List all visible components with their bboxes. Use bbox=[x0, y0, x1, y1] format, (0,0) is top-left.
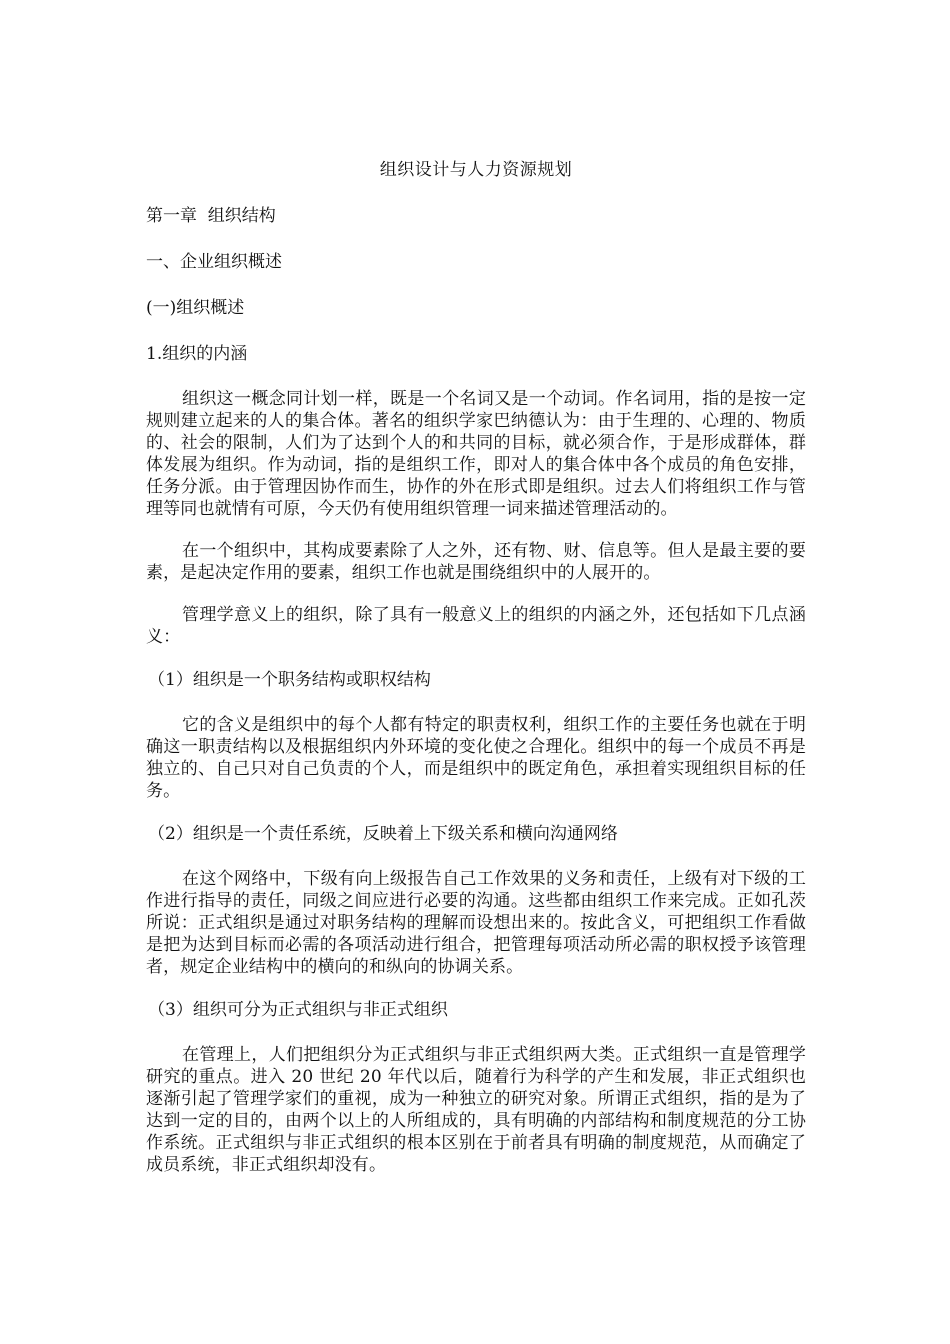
paragraph: 组织这一概念同计划一样，既是一个名词又是一个动词。作名词用，指的是按一定规则建立起来的人的集合体。著名的组织学家巴纳德认为：由于生理的、心理的、物质的、社会的限制，人们为了达到个人的和共同的目标，就必须合作，于是形成群体，群体发展为组织。作为动词，指的是组织工作，即对人的集合体中各个成员的角色安排，任务分派。由于管理因协作而生，协作的外在形式即是组织。过去人们将组织工作与管理等同也就情有可原，今天仍有使用组织管理一词来描述管理活动的。 bbox=[146, 389, 806, 519]
chapter-heading: 第一章 组织结构 bbox=[146, 206, 276, 226]
point-heading: （2）组织是一个责任系统，反映着上下级关系和横向沟通网络 bbox=[148, 824, 618, 844]
point-heading: （3）组织可分为正式组织与非正式组织 bbox=[148, 1000, 448, 1020]
paragraph: 管理学意义上的组织，除了具有一般意义上的组织的内涵之外，还包括如下几点涵义： bbox=[146, 605, 806, 647]
paragraph: 在这个网络中，下级有向上级报告自己工作效果的义务和责任，上级有对下级的工作进行指导的责任，同级之间应进行必要的沟通。这些都由组织工作来完成。正如孔茨所说：正式组织是通过对职务结构的理解而设想出来的。按此含义，可把组织工作看做是把为达到目标而必需的各项活动进行组合，把管理每项活动所必需的职权授予该管理者，规定企业结构中的横向的和纵向的协调关系。 bbox=[146, 869, 806, 977]
subsection-heading: (一)组织概述 bbox=[146, 298, 245, 318]
point-heading: （1）组织是一个职务结构或职权结构 bbox=[148, 670, 431, 690]
paragraph: 在管理上，人们把组织分为正式组织与非正式组织两大类。正式组织一直是管理学研究的重点。进入 20 世纪 20 年代以后，随着行为科学的产生和发展，非正式组织也逐渐引起了管理学家们的重视，成为一种独立的研究对象。所谓正式组织，指的是为了达到一定的目的，由两个以上的人所组成的，具有明确的内部结构和制度规范的分工协作系统。正式组织与非正式组织的根本区别在于前者具有明确的制度规范，从而确定了成员系统，非正式组织却没有。 bbox=[146, 1045, 806, 1175]
paragraph: 它的含义是组织中的每个人都有特定的职责权利，组织工作的主要任务也就在于明确这一职责结构以及根据组织内外环境的变化使之合理化。组织中的每一个成员不再是独立的、自己只对自己负责的个人，而是组织中的既定角色，承担着实现组织目标的任务。 bbox=[146, 715, 806, 801]
item-heading: 1.组织的内涵 bbox=[146, 344, 248, 364]
document-body bbox=[146, 158, 806, 1196]
paragraph: 在一个组织中，其构成要素除了人之外，还有物、财、信息等。但人是最主要的要素，是起决定作用的要素，组织工作也就是围绕组织中的人展开的。 bbox=[146, 541, 806, 583]
section-heading: 一、企业组织概述 bbox=[146, 252, 282, 272]
document-title: 组织设计与人力资源规划 bbox=[379, 160, 573, 180]
